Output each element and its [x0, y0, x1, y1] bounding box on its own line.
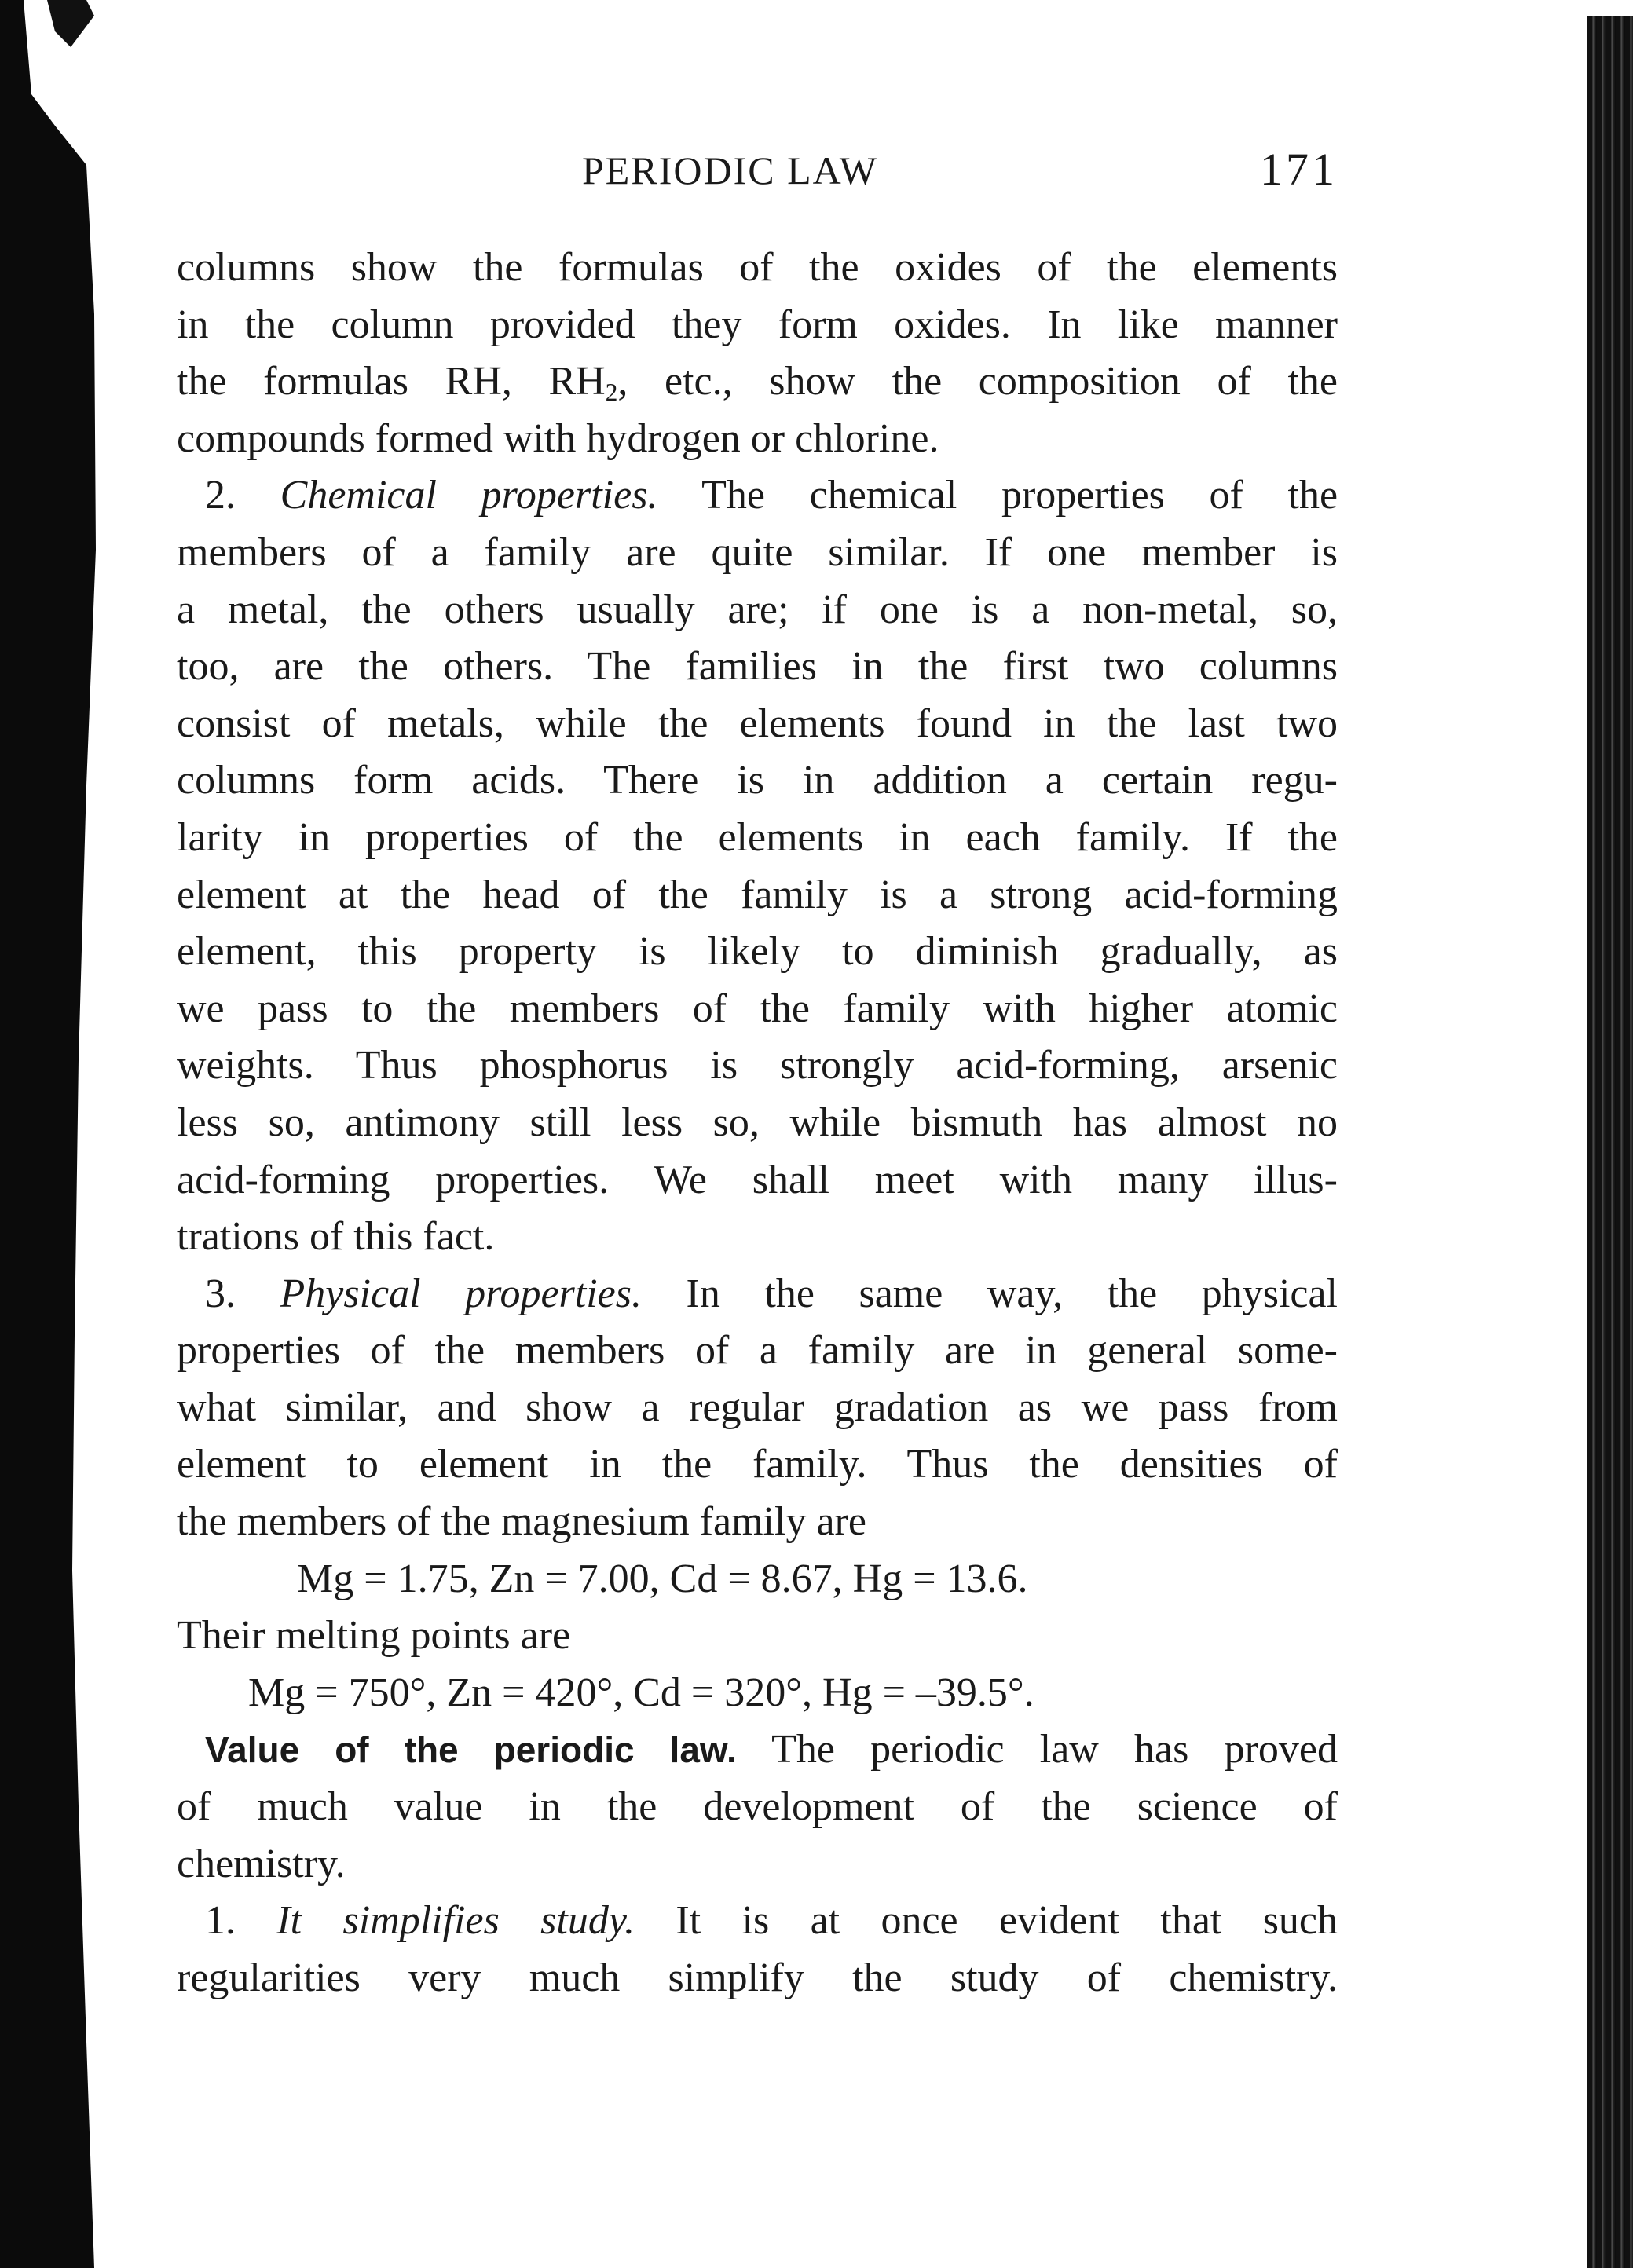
text-line: the members of the magnesium family are	[177, 1499, 866, 1545]
paragraph-simplifies-study	[177, 1893, 1338, 2006]
page-number: 171	[1260, 144, 1338, 195]
text-line	[177, 1893, 1338, 1950]
text-line: consist of metals, while the elements found in the last two	[177, 701, 1338, 746]
text-line	[177, 467, 1338, 525]
text-fragment: , etc., show the composition of the	[617, 359, 1338, 404]
text-line: too, are the others. The families in the first two columns	[177, 644, 1338, 690]
text-line: Their melting points are	[177, 1613, 571, 1659]
page-header	[177, 140, 1338, 195]
text-line: element, this property is likely to diminish gradually, as	[177, 929, 1338, 975]
paragraph-melting-intro	[177, 1608, 1338, 1665]
paragraph-chemical-properties	[177, 467, 1338, 1265]
text-line	[177, 1266, 1338, 1323]
text-line: less so, antimony still less so, while bismuth has almost no	[177, 1099, 1338, 1145]
text-fragment: The chemical properties of the	[701, 473, 1338, 518]
text-line: compounds formed with hydrogen or chlorine.	[177, 415, 939, 461]
text-line: element to element in the family. Thus the densities of	[177, 1442, 1338, 1487]
equation-melting-points: Mg = 750°, Zn = 420°, Cd = 320°, Hg = –39.5°.	[248, 1670, 1034, 1715]
text-line: properties of the members of a family are in general some-	[177, 1328, 1338, 1374]
item-title: Physical properties.	[280, 1271, 642, 1316]
text-line: regularities very much simplify the study of chemistry.	[177, 1955, 1338, 2000]
text-line: what similar, and show a regular gradation as we pass from	[177, 1385, 1338, 1430]
subscript: 2	[605, 379, 618, 407]
text-line: weights. Thus phosphorus is strongly acid-forming, arsenic	[177, 1043, 1338, 1088]
item-title: Chemical properties.	[280, 473, 658, 518]
text-line: columns show the formulas of the oxides of the elements	[177, 245, 1338, 290]
item-number: 2.	[205, 473, 236, 518]
section-heading: Value of the periodic law.	[205, 1729, 737, 1771]
text-fragment: In the same way, the physical	[686, 1271, 1338, 1316]
text-line: members of a family are quite similar. If one member is	[177, 529, 1338, 575]
text-line: we pass to the members of the family with higher atomic	[177, 986, 1338, 1031]
text-fragment: The periodic law has proved	[771, 1727, 1338, 1772]
text-line: columns form acids. There is in addition a certain regu-	[177, 758, 1338, 803]
equation-densities: Mg = 1.75, Zn = 7.00, Cd = 8.67, Hg = 13.6.	[297, 1556, 1028, 1601]
text-fragment: It is at once evident that such	[676, 1898, 1338, 1944]
item-number: 3.	[205, 1271, 236, 1316]
scan-right-edge-binding	[1587, 16, 1633, 2268]
text-line: a metal, the others usually are; if one is a non-metal, so,	[177, 587, 1338, 632]
paragraph-formulas	[177, 240, 1338, 467]
text-line: acid-forming properties. We shall meet with many illus-	[177, 1157, 1338, 1202]
text-line	[177, 353, 1338, 411]
text-fragment: the formulas RH, RH	[177, 359, 606, 404]
scan-left-edge-shadow	[0, 0, 102, 2268]
text-line: in the column provided they form oxides. In like manner	[177, 302, 1338, 347]
body-text	[177, 240, 1338, 2006]
text-line	[177, 1721, 1338, 1779]
item-number: 1.	[205, 1898, 236, 1944]
item-title: It simplifies study.	[276, 1898, 635, 1944]
paragraph-physical-properties	[177, 1266, 1338, 1551]
text-line: chemistry.	[177, 1841, 346, 1886]
text-line: trations of this fact.	[177, 1214, 495, 1260]
running-head: PERIODIC LAW	[582, 148, 878, 192]
text-line: larity in properties of the elements in each family. If the	[177, 814, 1338, 860]
text-line: of much value in the development of the science of	[177, 1784, 1338, 1830]
text-line: element at the head of the family is a strong acid-forming	[177, 872, 1338, 917]
paragraph-value-of-periodic-law	[177, 1721, 1338, 1893]
